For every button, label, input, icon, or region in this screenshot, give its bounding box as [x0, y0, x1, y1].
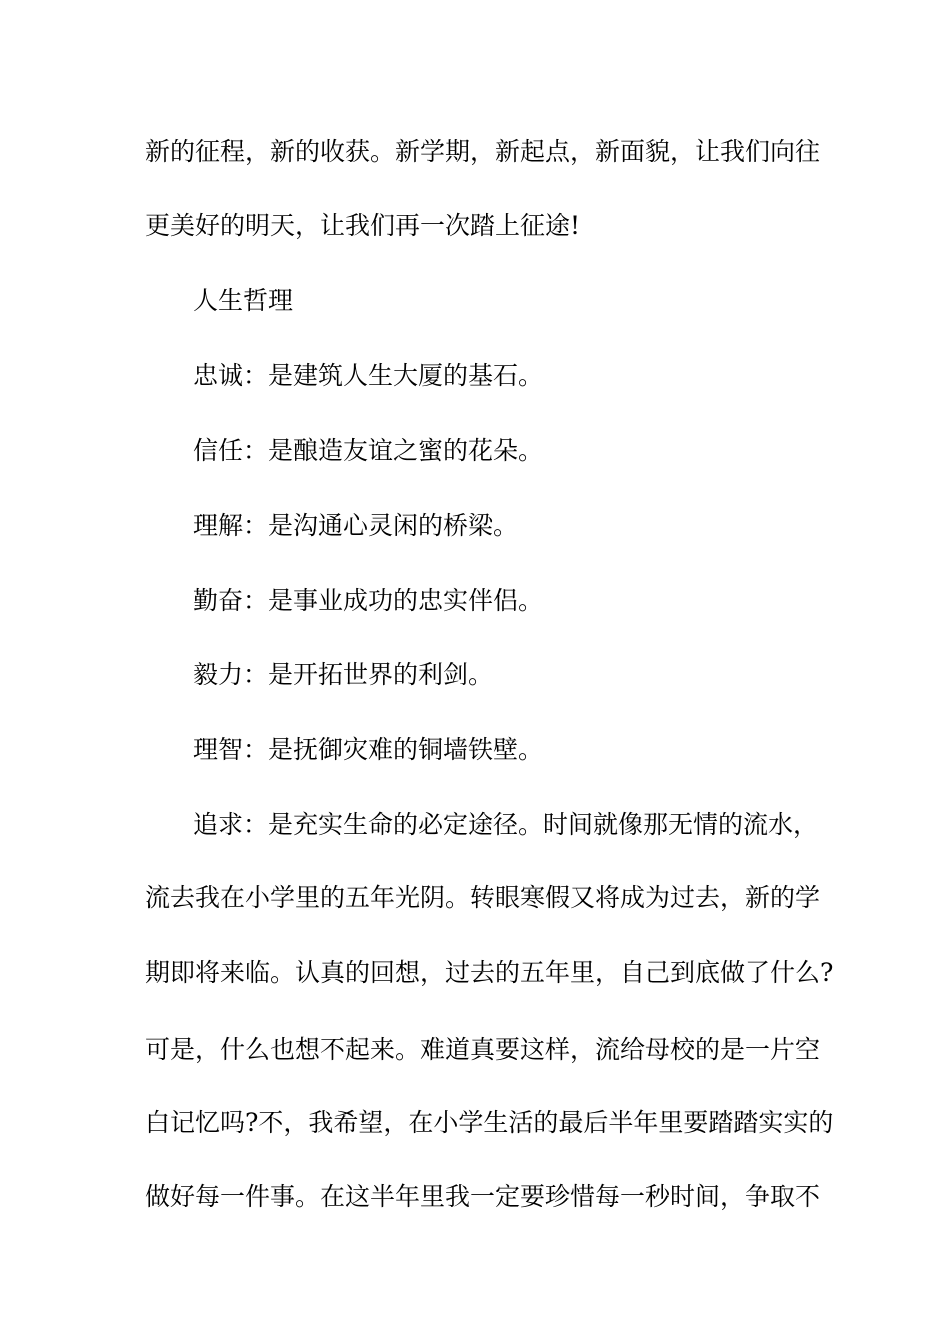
paragraph-line: 新的征程，新的收获。新学期，新起点，新面貌，让我们向往 — [145, 137, 821, 166]
paragraph-line: 忠诚：是建筑人生大厦的基石。 — [193, 361, 544, 390]
section-heading: 人生哲理 — [193, 286, 294, 315]
paragraph-line: 理解：是沟通心灵闲的桥梁。 — [193, 511, 519, 540]
paragraph-line: 更美好的明天，让我们再一次踏上征途! — [145, 211, 581, 240]
paragraph-line: 流去我在小学里的五年光阴。转眼寒假又将成为过去，新的学 — [145, 883, 821, 912]
paragraph-line: 期即将来临。认真的回想，过去的五年里，自己到底做了什么? — [145, 958, 834, 987]
paragraph-line: 理智：是抚御灾难的铜墙铁壁。 — [193, 735, 544, 764]
paragraph-line: 追求：是充实生命的必定途径。时间就像那无情的流水， — [193, 810, 819, 839]
paragraph-line: 白记忆吗?不，我希望，在小学生活的最后半年里要踏踏实实的 — [145, 1108, 834, 1137]
paragraph-line: 勤奋：是事业成功的忠实伴侣。 — [193, 586, 544, 615]
paragraph-line: 可是，什么也想不起来。难道真要这样，流给母校的是一片空 — [145, 1035, 821, 1064]
paragraph-line: 信任：是酿造友谊之蜜的花朵。 — [193, 436, 544, 465]
paragraph-line: 毅力：是开拓世界的利剑。 — [193, 660, 494, 689]
paragraph-line: 做好每一件事。在这半年里我一定要珍惜每一秒时间，争取不 — [145, 1182, 821, 1211]
